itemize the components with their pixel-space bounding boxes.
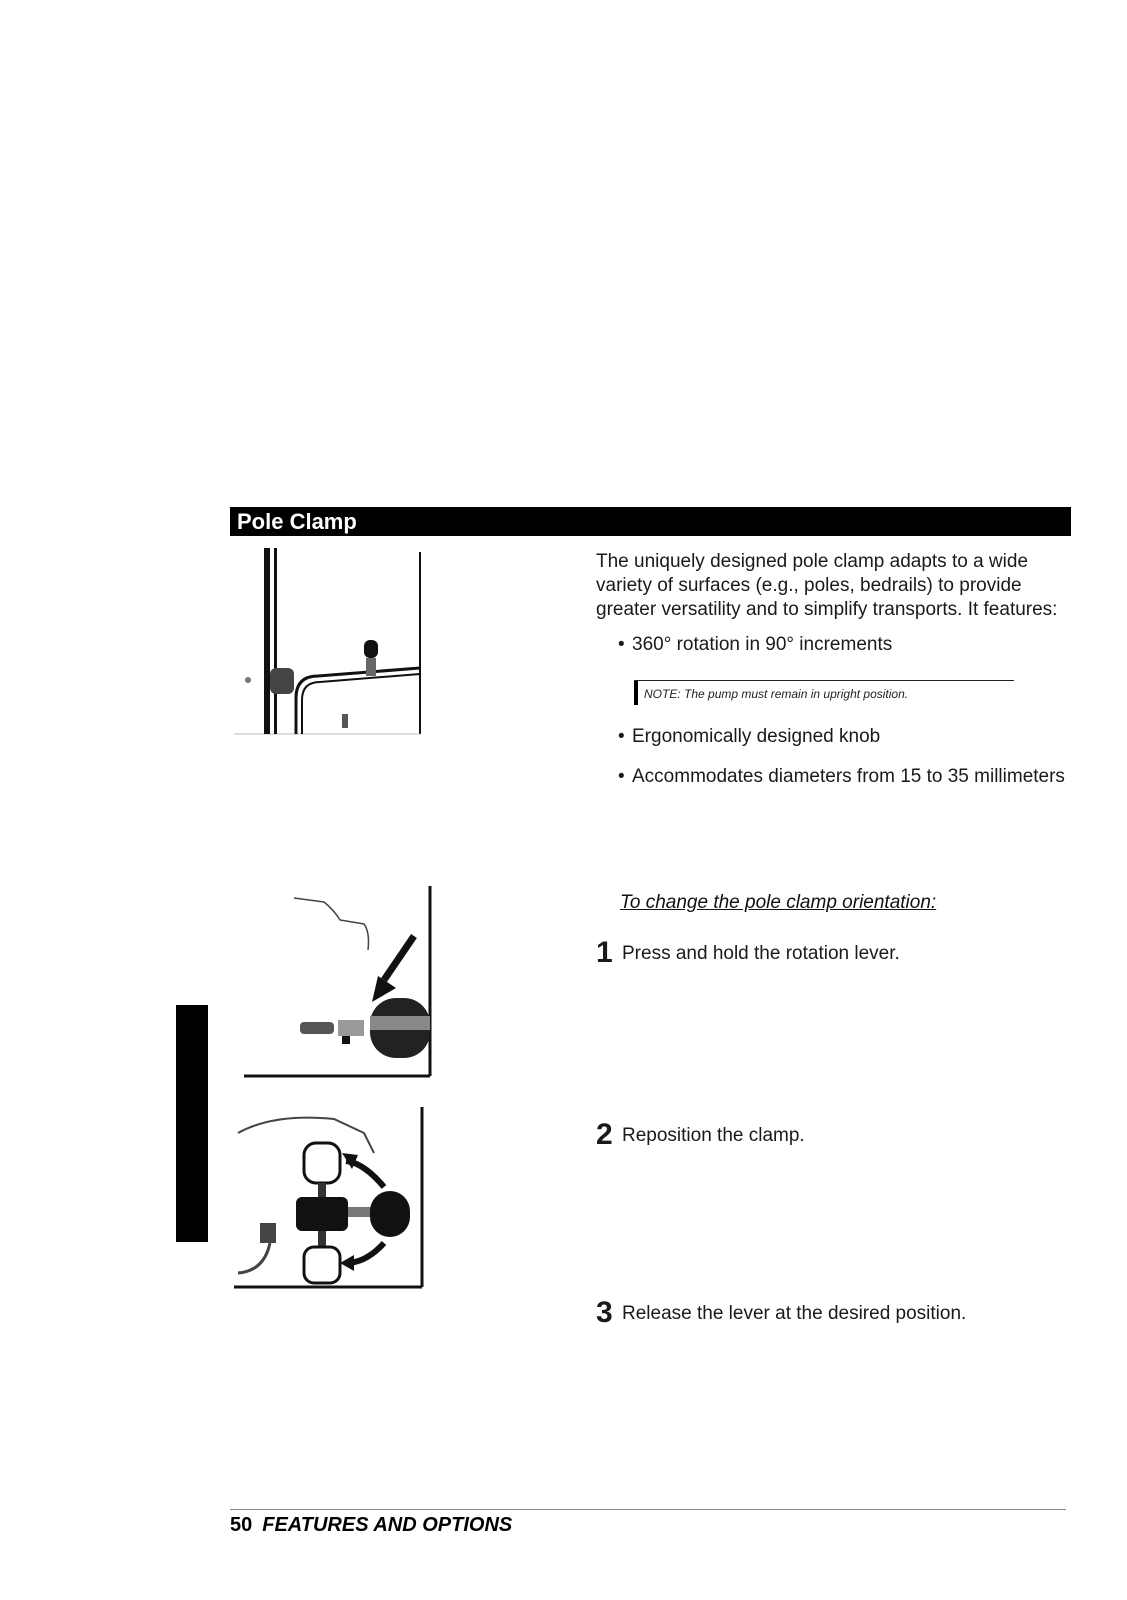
page-number: 50 xyxy=(230,1514,253,1536)
bullet-dot: • xyxy=(618,634,625,655)
feature-text: Accommodates diameters from 15 to 35 millimeters xyxy=(632,766,1065,787)
pole-clamp-illustration xyxy=(234,548,424,738)
intro-paragraph: The uniquely designed pole clamp adapts to a wide variety of surfaces (e.g., poles, bedrails) to provide greater versatility and to simplify transports. It features: xyxy=(596,551,1058,620)
footer-rule xyxy=(230,1509,1066,1510)
step-text: Reposition the clamp. xyxy=(622,1125,805,1146)
step-number: 2 xyxy=(596,1118,613,1151)
note-box xyxy=(634,680,1014,705)
section-title: Pole Clamp xyxy=(237,509,357,534)
procedure-step-3 xyxy=(596,1296,966,1330)
reposition-clamp-illustration xyxy=(234,1103,426,1291)
procedure-step-2 xyxy=(596,1118,805,1152)
chapter-thumb-tab xyxy=(176,1005,208,1242)
step-number: 3 xyxy=(596,1296,613,1329)
procedure-step-1 xyxy=(596,936,900,970)
chapter-title: FEATURES AND OPTIONS xyxy=(262,1514,513,1536)
note-marker xyxy=(634,681,638,705)
bullet-dot: • xyxy=(618,726,625,747)
step-number: 1 xyxy=(596,936,613,969)
step-text: Release the lever at the desired position. xyxy=(622,1303,967,1324)
feature-bullet-diameters xyxy=(618,765,1065,789)
procedure-subheading: To change the pole clamp orientation: xyxy=(620,892,937,913)
feature-text: 360° rotation in 90° increments xyxy=(632,634,893,655)
feature-bullet-rotation xyxy=(618,633,892,657)
section-header-bar xyxy=(230,507,1071,536)
step-text: Press and hold the rotation lever. xyxy=(622,943,900,964)
feature-text: Ergonomically designed knob xyxy=(632,726,881,747)
feature-bullet-knob xyxy=(618,725,880,749)
page-footer xyxy=(230,1514,512,1537)
press-lever-illustration xyxy=(244,880,434,1080)
bullet-dot: • xyxy=(618,766,625,787)
note-text: NOTE: The pump must remain in upright position. xyxy=(644,687,909,701)
